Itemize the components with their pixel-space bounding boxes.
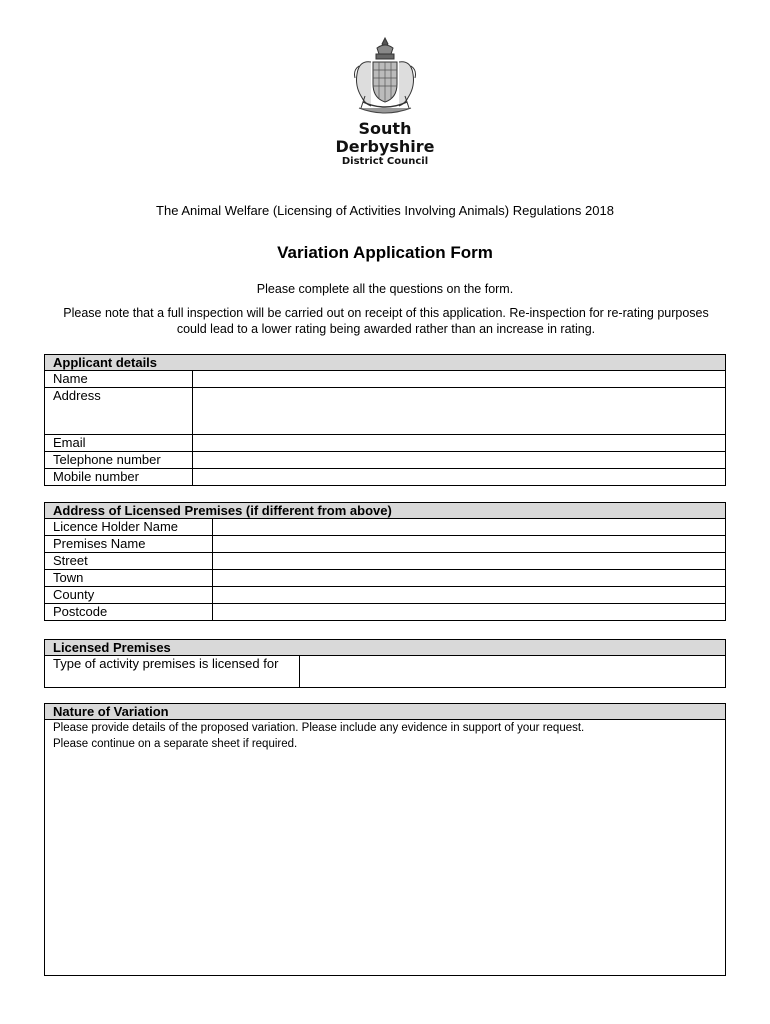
council-name-line2: Derbyshire [335,137,435,156]
mobile-label: Mobile number [45,469,193,486]
postcode-label: Postcode [45,604,213,621]
county-label: County [45,587,213,604]
applicant-details-table [44,354,726,486]
coat-of-arms-icon [349,36,421,120]
telephone-label: Telephone number [45,452,193,469]
intro-text: Please complete all the questions on the form. [256,282,514,296]
email-field[interactable] [193,435,726,452]
street-field[interactable] [213,553,726,570]
county-field[interactable] [213,587,726,604]
town-label: Town [45,570,213,587]
premises-address-table [44,502,726,621]
page-title: Variation Application Form [277,243,493,262]
nature-of-variation-heading: Nature of Variation [45,704,726,720]
licensed-premises-table [44,639,726,688]
inspection-note: Please note that a full inspection will be carried out on receipt of this application. Re-inspection for re-rating purposes could lead to a lower rating being awarded rather than an increase in rating. [63,306,709,336]
street-label: Street [45,553,213,570]
postcode-field[interactable] [213,604,726,621]
telephone-field[interactable] [193,452,726,469]
licence-holder-name-field[interactable] [213,519,726,536]
address-label: Address [45,388,193,435]
nature-of-variation-table [44,703,726,976]
premises-name-label: Premises Name [45,536,213,553]
variation-details-field[interactable] [45,720,726,976]
name-field[interactable] [193,371,726,388]
town-field[interactable] [213,570,726,587]
activity-type-field[interactable] [300,656,726,688]
variation-instruction-line2: Please continue on a separate sheet if required. [53,738,298,750]
mobile-field[interactable] [193,469,726,486]
regulations-text: The Animal Welfare (Licensing of Activities Involving Animals) Regulations 2018 [156,203,614,218]
address-field[interactable] [193,388,726,435]
premises-name-field[interactable] [213,536,726,553]
council-name-line3: District Council [341,156,429,167]
council-name-line1: South [358,119,412,138]
variation-instruction-line1: Please provide details of the proposed variation. Please include any evidence in support of your request. [53,722,585,734]
premises-address-heading: Address of Licensed Premises (if different from above) [45,503,726,519]
licensed-premises-heading: Licensed Premises [45,640,726,656]
activity-type-label: Type of activity premises is licensed for [45,656,300,688]
applicant-details-heading: Applicant details [45,355,726,371]
licence-holder-name-label: Licence Holder Name [45,519,213,536]
email-label: Email [45,435,193,452]
council-logo [325,36,445,168]
name-label: Name [45,371,193,388]
